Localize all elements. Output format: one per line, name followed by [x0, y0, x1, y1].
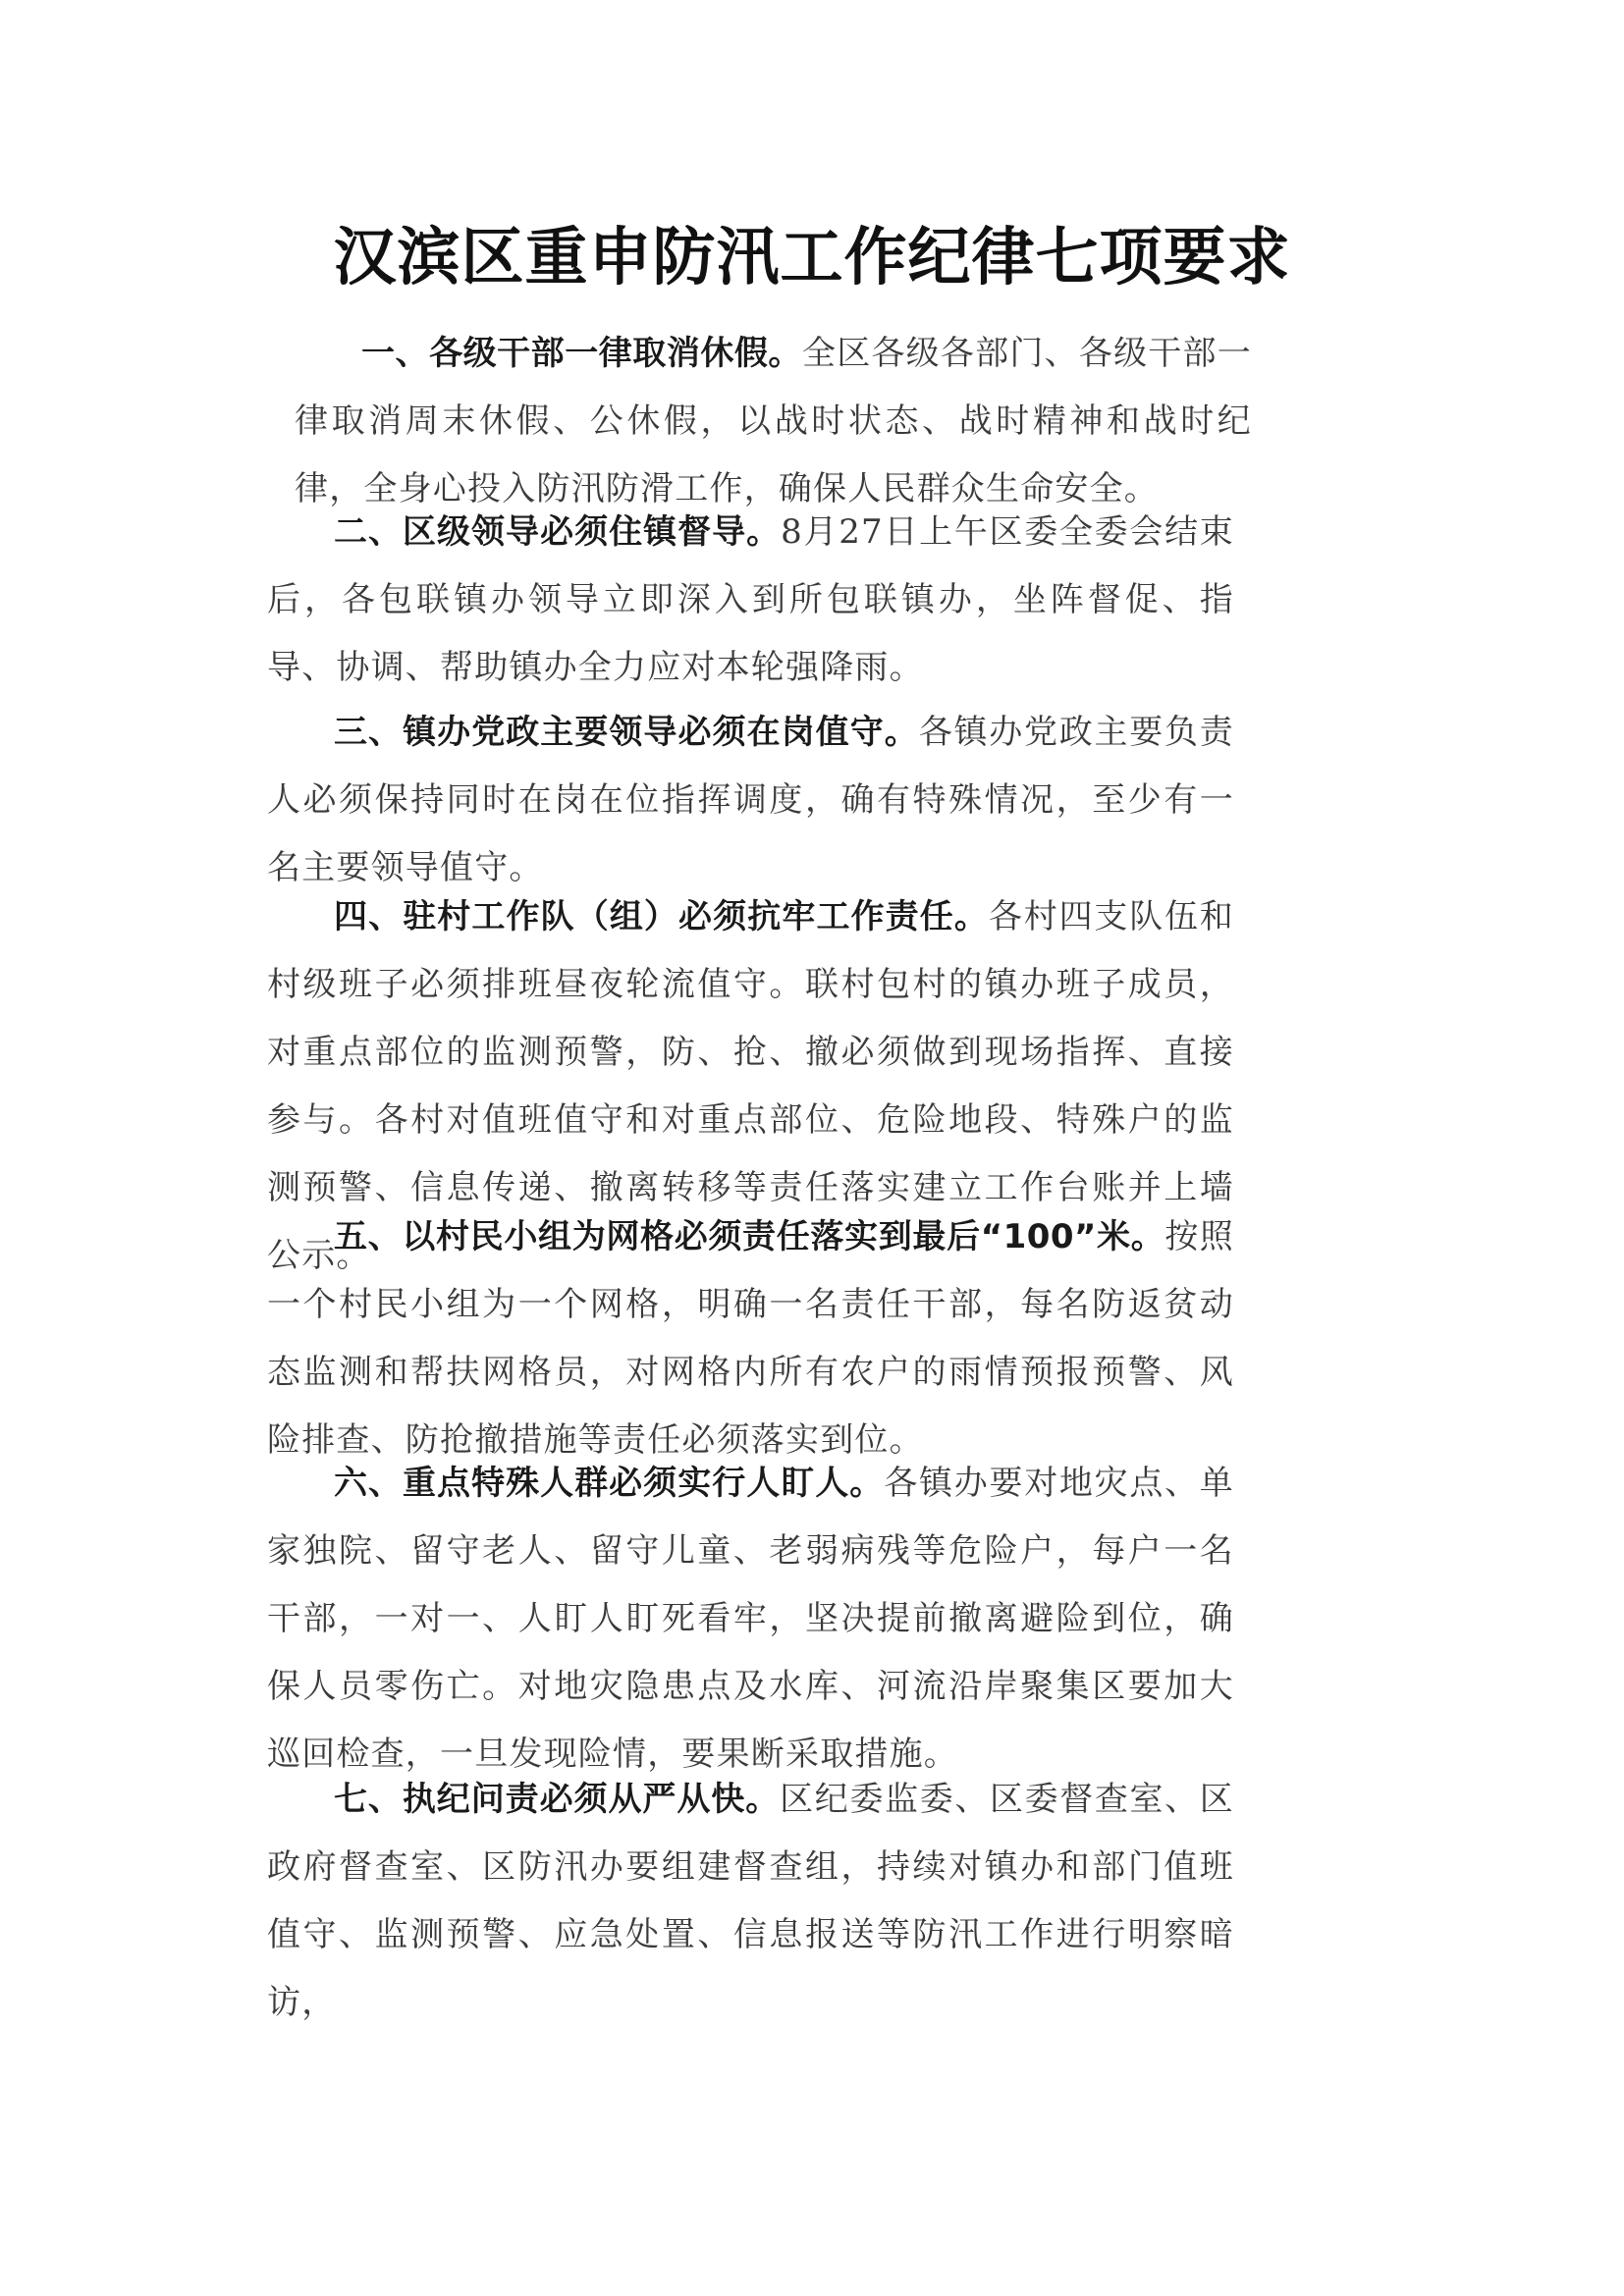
requirement-paragraph-3 — [267, 699, 1234, 902]
requirement-paragraph-6 — [267, 1450, 1234, 1789]
requirement-body-2: 8月27日上午区委全委会结束后，各包联镇办领导立即深入到所包联镇办，坐阵督促、指导、协调、帮助镇办全力应对本轮强降雨。 — [267, 512, 1234, 687]
requirement-paragraph-1 — [295, 320, 1252, 523]
requirement-heading-3: 三、镇办党政主要领导必须在岗值守。 — [334, 713, 919, 752]
requirement-body-3: 各镇办党政主要负责人必须保持同时在岗在位指挥调度，确有特殊情况，至少有一名主要领导值守。 — [267, 713, 1234, 887]
requirement-body-4: 各村四支队伍和村级班子必须排班昼夜轮流值守。联村包村的镇办班子成员，对重点部位的监测预警，防、抢、撤必须做到现场指挥、直接参与。各村对值班值守和对重点部位、危险地段、特殊户的监测预警、信息传递、撤离转移等责任落实建立工作台账并上墙公示。 — [267, 897, 1235, 1275]
requirement-body-5: 按照一个村民小组为一个网格，明确一名责任干部，每名防返贫动态监测和帮扶网格员，对网格内所有农户的雨情预报预警、风险排查、防抢撤措施等责任必须落实到位。 — [267, 1217, 1234, 1460]
requirement-heading-7: 七、执纪问责必须从严从快。 — [334, 1780, 781, 1819]
requirement-heading-1: 一、各级干部一律取消休假。 — [361, 334, 802, 373]
requirement-body-6: 各镇办要对地灾点、单家独院、留守老人、留守儿童、老弱病残等危险户，每户一名干部，一对一、人盯人盯死看牢，坚决提前撤离避险到位，确保人员零伤亡。对地灾隐患点及水库、河流沿岸聚集区要加大巡回检查，一旦发现险情，要果断采取措施。 — [267, 1464, 1235, 1774]
requirement-paragraph-2 — [267, 499, 1234, 702]
requirement-heading-6: 六、重点特殊人群必须实行人盯人。 — [334, 1464, 885, 1503]
requirement-heading-4: 四、驻村工作队（组）必须抗牢工作责任。 — [334, 897, 989, 936]
requirement-heading-2: 二、区级领导必须住镇督导。 — [334, 512, 782, 552]
document-title: 汉滨区重申防汛工作纪律七项要求 — [333, 221, 1291, 294]
requirement-paragraph-7 — [267, 1766, 1234, 2037]
requirement-body-7: 区纪委监委、区委督查室、区政府督查室、区防汛办要组建督查组，持续对镇办和部门值班值守、监测预警、应急处置、信息报送等防汛工作进行明察暗访， — [267, 1780, 1234, 2022]
requirement-paragraph-5 — [267, 1203, 1234, 1474]
requirement-heading-5: 五、以村民小组为网格必须责任落实到最后“100”米。 — [334, 1217, 1165, 1256]
requirement-body-1: 全区各级各部门、各级干部一律取消周末休假、公休假，以战时状态、战时精神和战时纪律，全身心投入防汛防滑工作，确保人民群众生命安全。 — [295, 334, 1252, 508]
